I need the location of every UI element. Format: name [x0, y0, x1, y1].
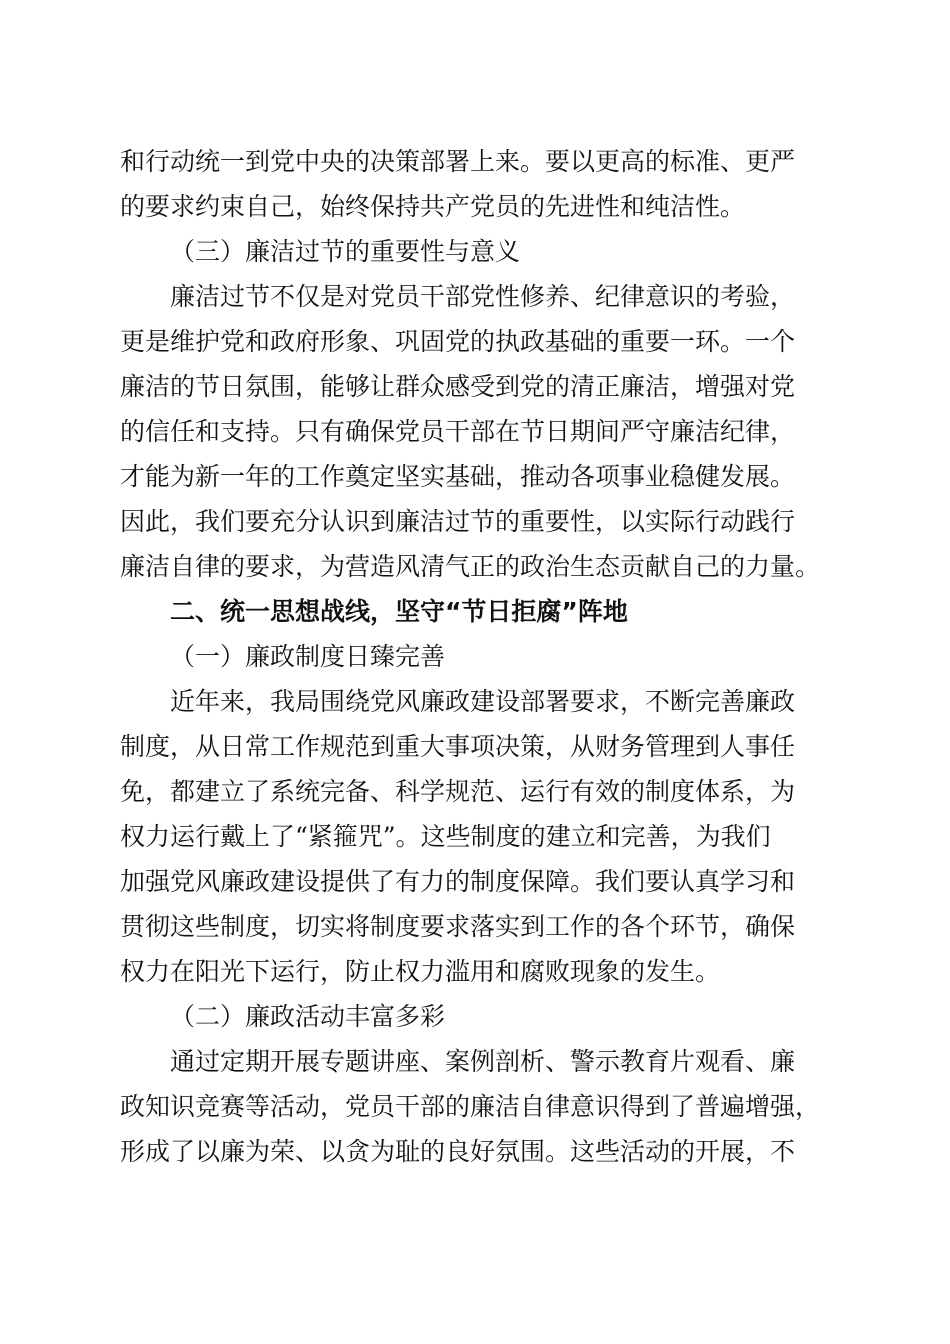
paragraph-line: 的要求约束自己，始终保持共产党员的先进性和纯洁性。: [120, 192, 746, 221]
paragraph-line: 免，都建立了系统完备、科学规范、运行有效的制度体系，为: [120, 777, 796, 806]
subsection-heading: （三）廉洁过节的重要性与意义: [170, 237, 521, 266]
paragraph-line: 廉洁自律的要求，为营造风清气正的政治生态贡献自己的力量。: [120, 552, 821, 581]
paragraph-line: 更是维护党和政府形象、巩固党的执政基础的重要一环。一个: [120, 327, 796, 356]
paragraph-line: 通过定期开展专题讲座、案例剖析、警示教育片观看、廉: [170, 1047, 796, 1076]
paragraph-line: 的信任和支持。只有确保党员干部在节日期间严守廉洁纪律，: [120, 417, 796, 446]
subsection-heading: （二）廉政活动丰富多彩: [170, 1002, 446, 1031]
paragraph-line: 贯彻这些制度，切实将制度要求落实到工作的各个环节，确保: [120, 912, 796, 941]
paragraph-line: 制度，从日常工作规范到重大事项决策，从财务管理到人事任: [120, 732, 796, 761]
paragraph-line: 才能为新一年的工作奠定坚实基础，推动各项事业稳健发展。: [120, 462, 796, 491]
subsection-heading: （一）廉政制度日臻完善: [170, 642, 446, 671]
paragraph-line: 加强党风廉政建设提供了有力的制度保障。我们要认真学习和: [120, 867, 796, 896]
paragraph-line: 近年来，我局围绕党风廉政建设部署要求，不断完善廉政: [170, 687, 796, 716]
paragraph-line: 廉洁过节不仅是对党员干部党性修养、纪律意识的考验，: [170, 282, 796, 311]
paragraph-line: 廉洁的节日氛围，能够让群众感受到党的清正廉洁，增强对党: [120, 372, 796, 401]
paragraph-line: 因此，我们要充分认识到廉洁过节的重要性，以实际行动践行: [120, 507, 796, 536]
section-heading: 二、统一思想战线，坚守“节日拒腐”阵地: [170, 597, 628, 626]
paragraph-line: 形成了以廉为荣、以贪为耻的良好氛围。这些活动的开展，不: [120, 1137, 796, 1166]
paragraph-line: 和行动统一到党中央的决策部署上来。要以更高的标准、更严: [120, 147, 796, 176]
paragraph-line: 政知识竞赛等活动，党员干部的廉洁自律意识得到了普遍增强，: [120, 1092, 821, 1121]
paragraph-line: 权力运行戴上了“紧箍咒”。这些制度的建立和完善，为我们: [120, 822, 771, 851]
paragraph-line: 权力在阳光下运行，防止权力滥用和腐败现象的发生。: [120, 957, 721, 986]
